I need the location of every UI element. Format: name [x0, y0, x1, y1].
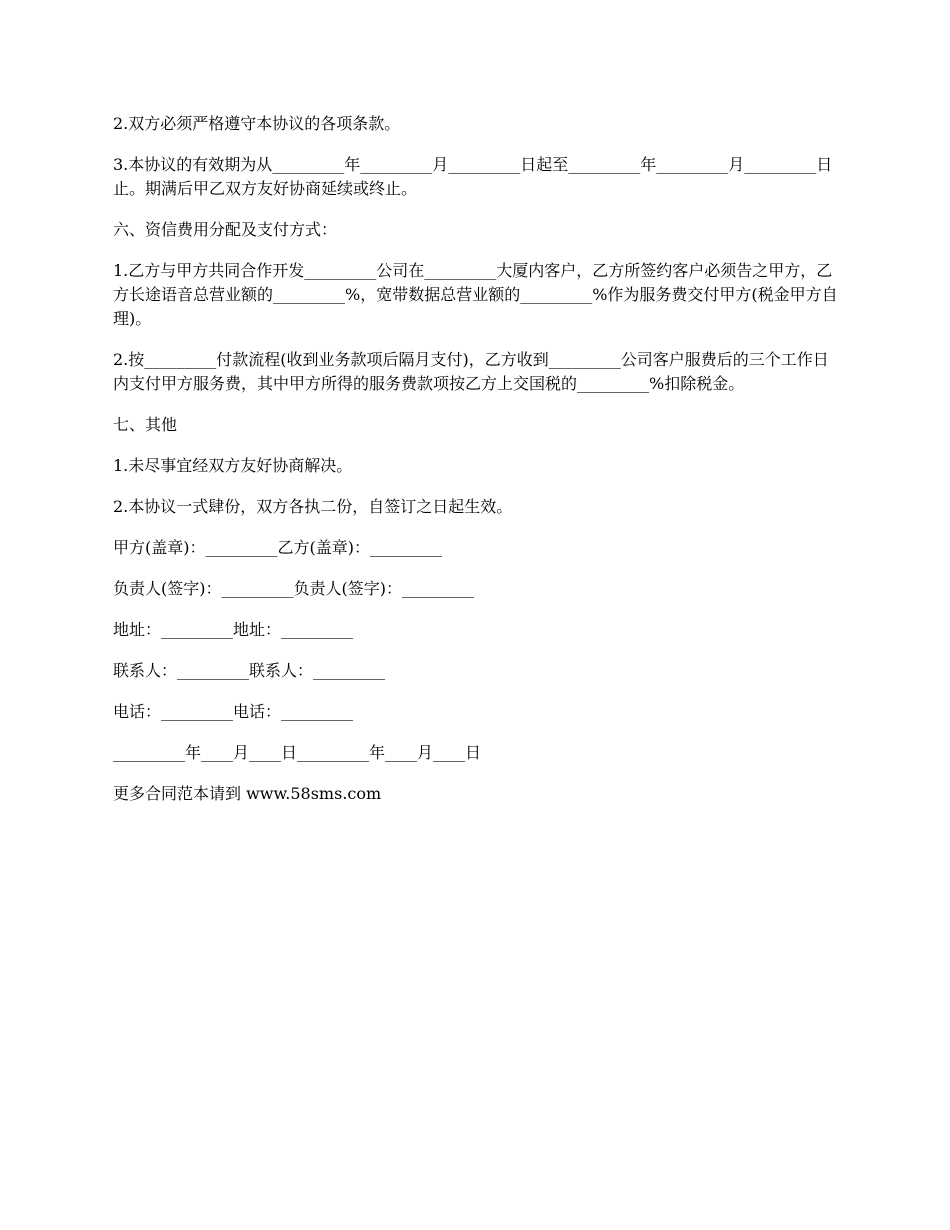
section-6-heading: 六、资信费用分配及支付方式：	[113, 220, 338, 239]
clause-3-validity-period: 3.本协议的有效期为从_________年_________月_________日起至_________年_________月_________日止。期满后甲乙双方友好协商延续或终止。	[113, 155, 833, 198]
section-7-clause-1: 1.未尽事宜经双方友好协商解决。	[113, 456, 353, 475]
footer-link-text: 更多合同范本请到 www.58sms.com	[113, 784, 382, 803]
section-6-clause-1: 1.乙方与甲方共同合作开发_________公司在_________大厦内客户，乙方所签约客户必须告之甲方，乙方长途语音总营业额的_________%，宽带数据总营业额的_________%作为服务费交付甲方(税金甲方自理)。	[113, 261, 838, 328]
phone-line: 电话：_________电话：_________	[113, 702, 354, 721]
signature-seal-line: 甲方(盖章)：_________乙方(盖章)：_________	[113, 538, 442, 557]
section-7-clause-2: 2.本协议一式肆份，双方各执二份，自签订之日起生效。	[113, 497, 513, 516]
signature-person-line: 负责人(签字)：_________负责人(签字)：_________	[113, 579, 474, 598]
date-line: _________年____月____日_________年____月____日	[113, 743, 482, 762]
contact-line: 联系人：_________联系人：_________	[113, 661, 386, 680]
section-7-heading: 七、其他	[113, 415, 178, 434]
address-line: 地址：_________地址：_________	[113, 620, 354, 639]
document-body	[113, 112, 843, 823]
section-6-clause-2: 2.按_________付款流程(收到业务款项后隔月支付)，乙方收到_________公司客户服费后的三个工作日内支付甲方服务费，其中甲方所得的服务费款项按乙方上交国税的_________%扣除税金。	[113, 350, 829, 393]
clause-2-terms: 2.双方必须严格遵守本协议的各项条款。	[113, 114, 401, 133]
